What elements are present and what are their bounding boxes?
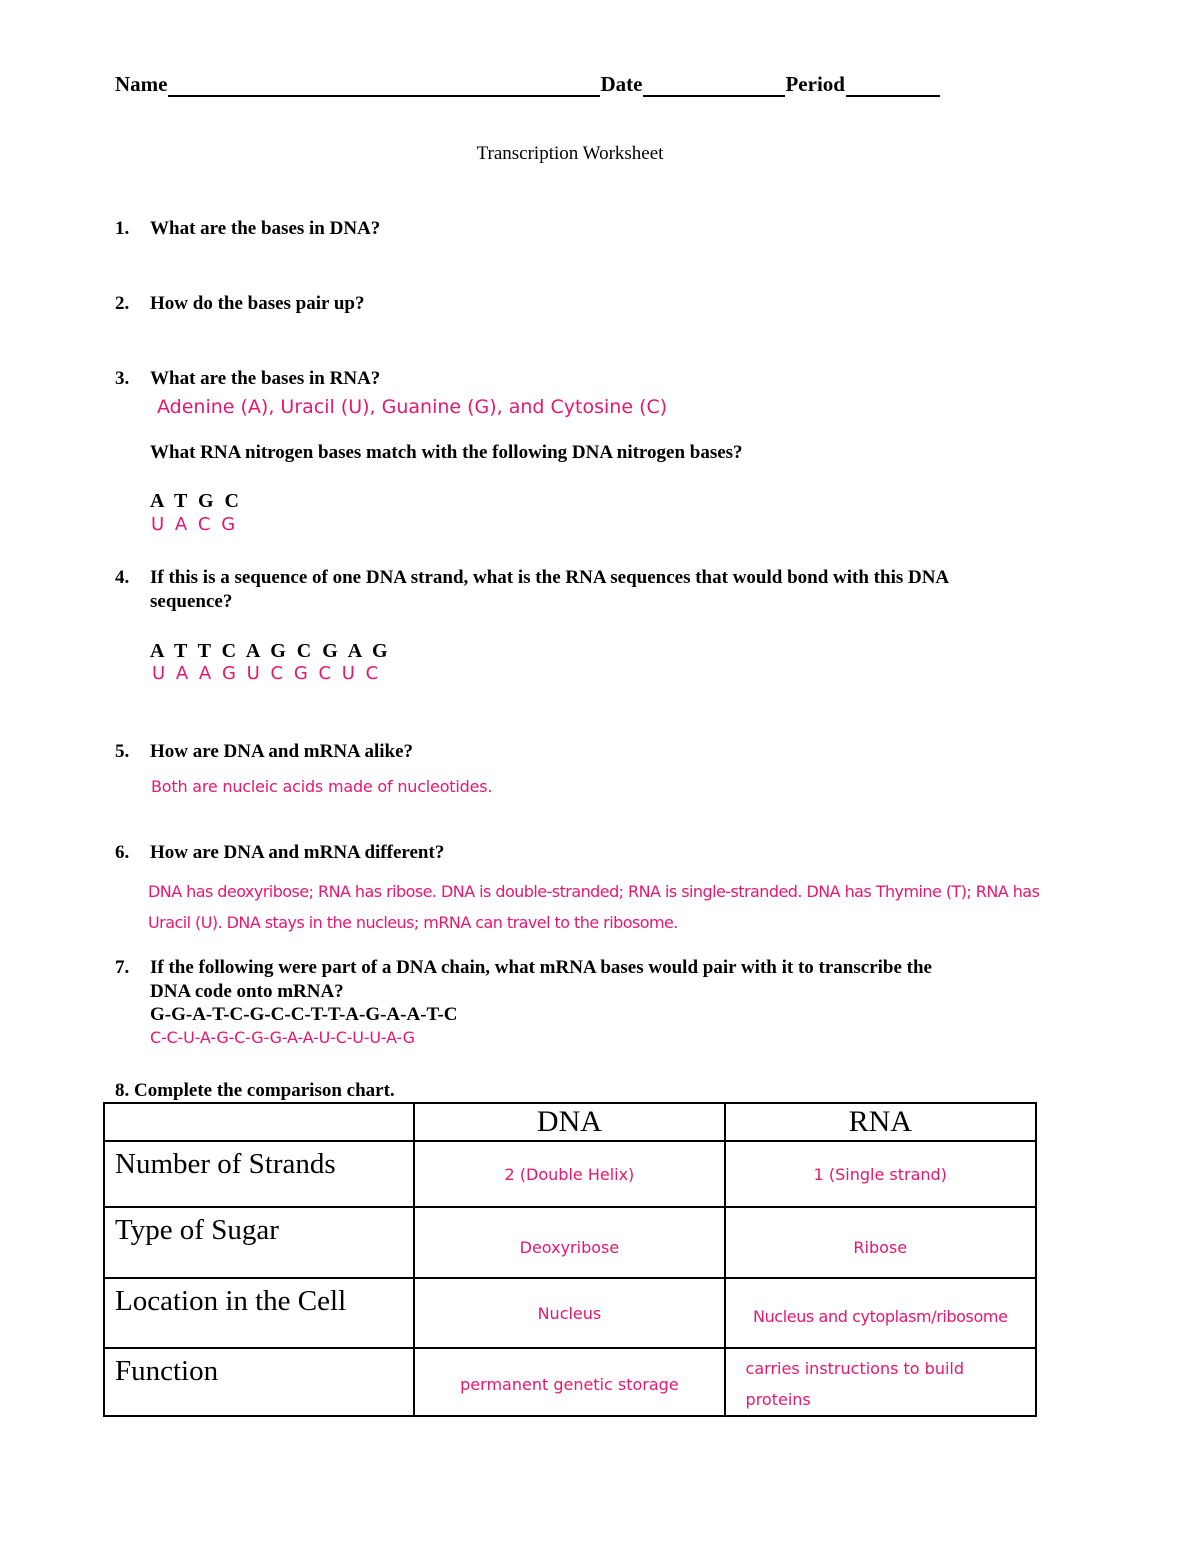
table-row — [104, 1348, 1036, 1416]
rna-answer-3: U A C G — [151, 514, 238, 535]
question-number: 3. — [115, 368, 130, 389]
dna-cell[interactable]: Deoxyribose — [414, 1207, 724, 1278]
question-text: How are DNA and mRNA different? — [150, 842, 445, 863]
period-field[interactable] — [846, 75, 940, 97]
question-4-cont: sequence? — [150, 591, 233, 612]
table-header-blank — [104, 1103, 414, 1141]
question-4 — [115, 567, 949, 589]
dna-sequence-3: A T G C — [150, 490, 242, 512]
question-text: Complete the comparison chart. — [134, 1080, 395, 1101]
question-1 — [115, 218, 380, 240]
rna-cell[interactable]: Ribose — [725, 1207, 1036, 1278]
question-3 — [115, 368, 380, 390]
table-row — [104, 1278, 1036, 1348]
table-header-dna: DNA — [414, 1103, 724, 1141]
date-label: Date — [600, 72, 643, 96]
rna-cell[interactable]: Nucleus and cytoplasm/ribosome — [725, 1278, 1036, 1348]
name-field[interactable] — [168, 75, 600, 97]
rna-cell[interactable]: 1 (Single strand) — [725, 1141, 1036, 1207]
table-header-rna: RNA — [725, 1103, 1036, 1141]
row-label: Function — [104, 1348, 414, 1416]
answer-5: Both are nucleic acids made of nucleotides. — [151, 777, 493, 796]
question-text: If this is a sequence of one DNA strand, what is the RNA sequences that would bond with this DNA — [150, 567, 950, 588]
comparison-table — [103, 1102, 1037, 1417]
table-row — [104, 1141, 1036, 1207]
header-row — [115, 72, 940, 97]
question-text: What are the bases in RNA? — [150, 368, 381, 389]
name-label: Name — [115, 72, 168, 96]
question-text: How are DNA and mRNA alike? — [150, 741, 414, 762]
question-number: 7. — [115, 957, 130, 978]
question-number: 1. — [115, 218, 130, 239]
question-text: How do the bases pair up? — [150, 293, 365, 314]
question-text: If the following were part of a DNA chain, what mRNA bases would pair with it to transcribe the — [150, 957, 932, 978]
dna-cell[interactable]: permanent genetic storage — [414, 1348, 724, 1416]
row-label: Number of Strands — [104, 1141, 414, 1207]
dna-cell[interactable]: Nucleus — [414, 1278, 724, 1348]
dna-sequence-4: A T T C A G C G A G — [150, 640, 391, 662]
period-label: Period — [785, 72, 845, 96]
question-number: 8. — [115, 1080, 130, 1101]
table-header-row — [104, 1103, 1036, 1141]
question-number: 5. — [115, 741, 130, 762]
question-number: 6. — [115, 842, 130, 863]
row-label: Type of Sugar — [104, 1207, 414, 1278]
page-title: Transcription Worksheet — [476, 143, 664, 164]
question-3-sub: What RNA nitrogen bases match with the following DNA nitrogen bases? — [150, 442, 743, 463]
question-5 — [115, 741, 413, 763]
answer-6-line1: DNA has deoxyribose; RNA has ribose. DNA is double-stranded; RNA is single-stranded. DNA has Thymine (T); RNA has — [148, 882, 1040, 901]
row-label: Location in the Cell — [104, 1278, 414, 1348]
dna-cell[interactable]: 2 (Double Helix) — [414, 1141, 724, 1207]
answer-6-line2: Uracil (U). DNA stays in the nucleus; mRNA can travel to the ribosome. — [148, 913, 678, 932]
question-number: 2. — [115, 293, 130, 314]
question-7-cont: DNA code onto mRNA? — [150, 981, 344, 1002]
rna-cell[interactable]: carries instructions to build proteins — [725, 1348, 1036, 1416]
question-2 — [115, 293, 365, 315]
table-row — [104, 1207, 1036, 1278]
question-6 — [115, 842, 444, 864]
dna-sequence-7: G-G-A-T-C-G-C-C-T-T-A-G-A-A-T-C — [150, 1004, 458, 1025]
question-text: What are the bases in DNA? — [150, 218, 381, 239]
date-field[interactable] — [643, 75, 785, 97]
question-8 — [115, 1080, 395, 1102]
question-number: 4. — [115, 567, 130, 588]
answer-3: Adenine (A), Uracil (U), Guanine (G), and Cytosine (C) — [157, 396, 668, 418]
rna-answer-7: C-C-U-A-G-C-G-G-A-A-U-C-U-U-A-G — [150, 1028, 415, 1047]
question-7 — [115, 957, 932, 979]
rna-answer-4: U A A G U C G C U C — [152, 663, 381, 684]
